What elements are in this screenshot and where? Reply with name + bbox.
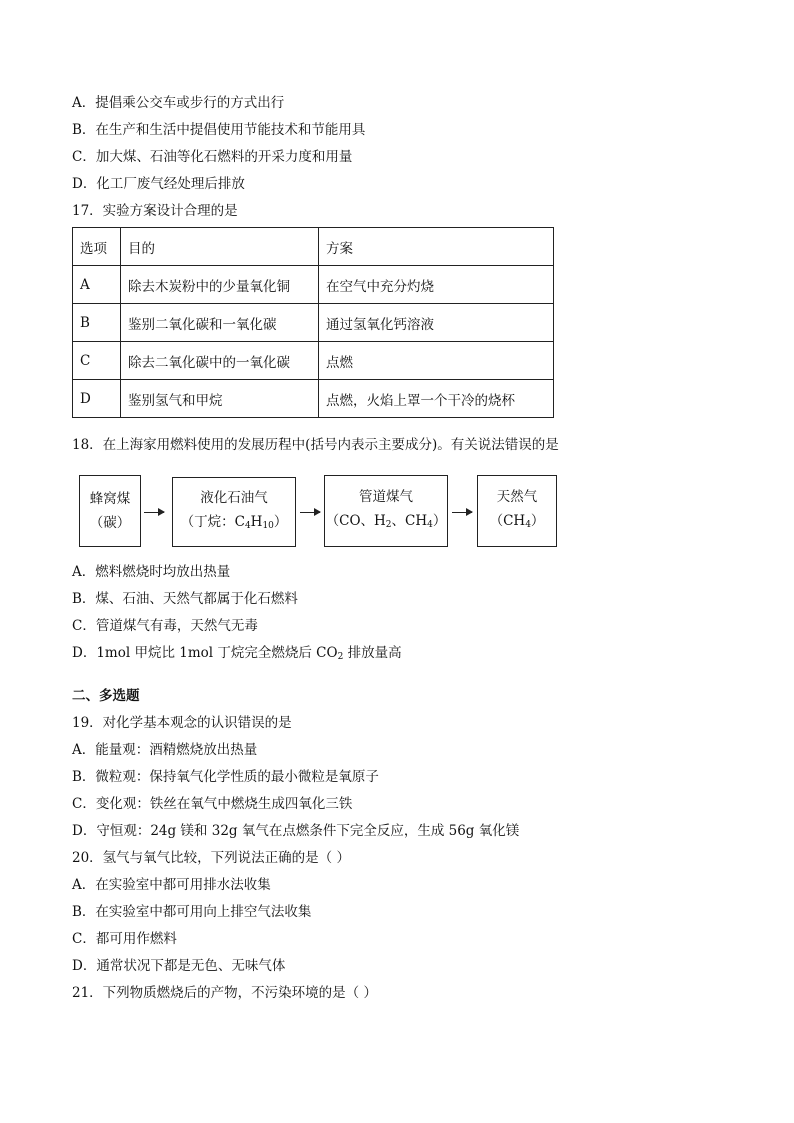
q16-option-c: C．加大煤、石油等化石燃料的开采力度和用量 bbox=[72, 149, 353, 165]
q21-stem: 21．下列物质燃烧后的产物，不污染环境的是（ ） bbox=[72, 985, 377, 1001]
q18-option-d: D．1mol 甲烷比 1mol 丁烷完全燃烧后 $CO_2$ 排放量高 bbox=[72, 645, 402, 662]
q20-option-d: D．通常状况下都是无色、无味气体 bbox=[72, 958, 286, 974]
flow-box-detail: （碳） bbox=[89, 515, 131, 531]
row-option: A bbox=[73, 266, 121, 304]
row-plan: 点燃 bbox=[319, 342, 554, 380]
section-title: 二、多选题 bbox=[72, 688, 140, 704]
row-purpose: 鉴别二氧化碳和一氧化碳 bbox=[121, 304, 319, 342]
header-purpose: 目的 bbox=[121, 228, 319, 266]
q19-stem: 19．对化学基本观念的认识错误的是 bbox=[72, 715, 292, 731]
header-option: 选项 bbox=[73, 228, 121, 266]
q20-stem: 20．氢气与氧气比较，下列说法正确的是（ ） bbox=[72, 850, 350, 866]
q20-option-b: B．在实验室中都可用向上排空气法收集 bbox=[72, 904, 312, 920]
table-header-row bbox=[73, 228, 554, 266]
header-plan: 方案 bbox=[319, 228, 554, 266]
q16-option-a: A．提倡乘公交车或步行的方式出行 bbox=[72, 95, 285, 111]
q20-option-a: A．在实验室中都可用排水法收集 bbox=[72, 877, 271, 893]
table-row bbox=[73, 342, 554, 380]
q19-option-a: A．能量观：酒精燃烧放出热量 bbox=[72, 742, 258, 758]
row-purpose: 除去二氧化碳中的一氧化碳 bbox=[121, 342, 319, 380]
q19-option-c: C．变化观：铁丝在氧气中燃烧生成四氧化三铁 bbox=[72, 796, 353, 812]
table-row bbox=[73, 380, 554, 418]
table-row bbox=[73, 266, 554, 304]
flow-box-natural-gas bbox=[477, 475, 557, 547]
q18-option-c: C．管道煤气有毒，天然气无毒 bbox=[72, 618, 258, 634]
q17-table bbox=[72, 227, 554, 418]
table-row bbox=[73, 304, 554, 342]
row-purpose: 除去木炭粉中的少量氧化铜 bbox=[121, 266, 319, 304]
row-plan: 在空气中充分灼烧 bbox=[319, 266, 554, 304]
flow-box-coal bbox=[79, 475, 141, 547]
row-plan: 点燃，火焰上罩一个干冷的烧杯 bbox=[319, 380, 554, 418]
row-plan: 通过氢氧化钙溶液 bbox=[319, 304, 554, 342]
q20-option-c: C．都可用作燃料 bbox=[72, 931, 177, 947]
arrow-right-icon bbox=[300, 512, 320, 513]
arrow-right-icon bbox=[452, 512, 472, 513]
row-option: C bbox=[73, 342, 121, 380]
flow-box-town-gas bbox=[324, 475, 448, 547]
row-option: B bbox=[73, 304, 121, 342]
flow-box-detail: （CO、$H_2$、$CH_4$） bbox=[325, 513, 447, 530]
q19-option-d: D．守恒观：24g 镁和 32g 氧气在点燃条件下完全反应，生成 56g 氧化镁 bbox=[72, 823, 520, 839]
flow-box-name: 蜂窝煤 bbox=[89, 491, 131, 507]
q18-stem: 18．在上海家用燃料使用的发展历程中(括号内表示主要成分)。有关说法错误的是 bbox=[72, 437, 559, 453]
q16-option-b: B．在生产和生活中提倡使用节能技术和节能用具 bbox=[72, 122, 366, 138]
flow-box-name: 天然气 bbox=[496, 489, 538, 505]
row-option: D bbox=[73, 380, 121, 418]
q19-option-b: B．微粒观：保持氧气化学性质的最小微粒是氧原子 bbox=[72, 769, 379, 785]
arrow-right-icon bbox=[144, 512, 164, 513]
row-purpose: 鉴别氢气和甲烷 bbox=[121, 380, 319, 418]
flow-box-detail: $(CH_4)$ bbox=[489, 513, 545, 530]
exam-page bbox=[72, 90, 752, 1007]
fuel-flow-diagram bbox=[72, 463, 752, 559]
q18-option-a: A．燃料燃烧时均放出热量 bbox=[72, 564, 231, 580]
flow-box-name: 液化石油气 bbox=[200, 490, 268, 506]
flow-box-lpg bbox=[172, 477, 296, 547]
q16-option-d: D．化工厂废气经处理后排放 bbox=[72, 176, 245, 192]
q17-stem: 17．实验方案设计合理的是 bbox=[72, 203, 238, 219]
flow-box-detail: （丁烷：$C_4H_{10}$） bbox=[180, 514, 288, 531]
q18-option-b: B．煤、石油、天然气都属于化石燃料 bbox=[72, 591, 298, 607]
flow-box-name: 管道煤气 bbox=[359, 489, 413, 505]
